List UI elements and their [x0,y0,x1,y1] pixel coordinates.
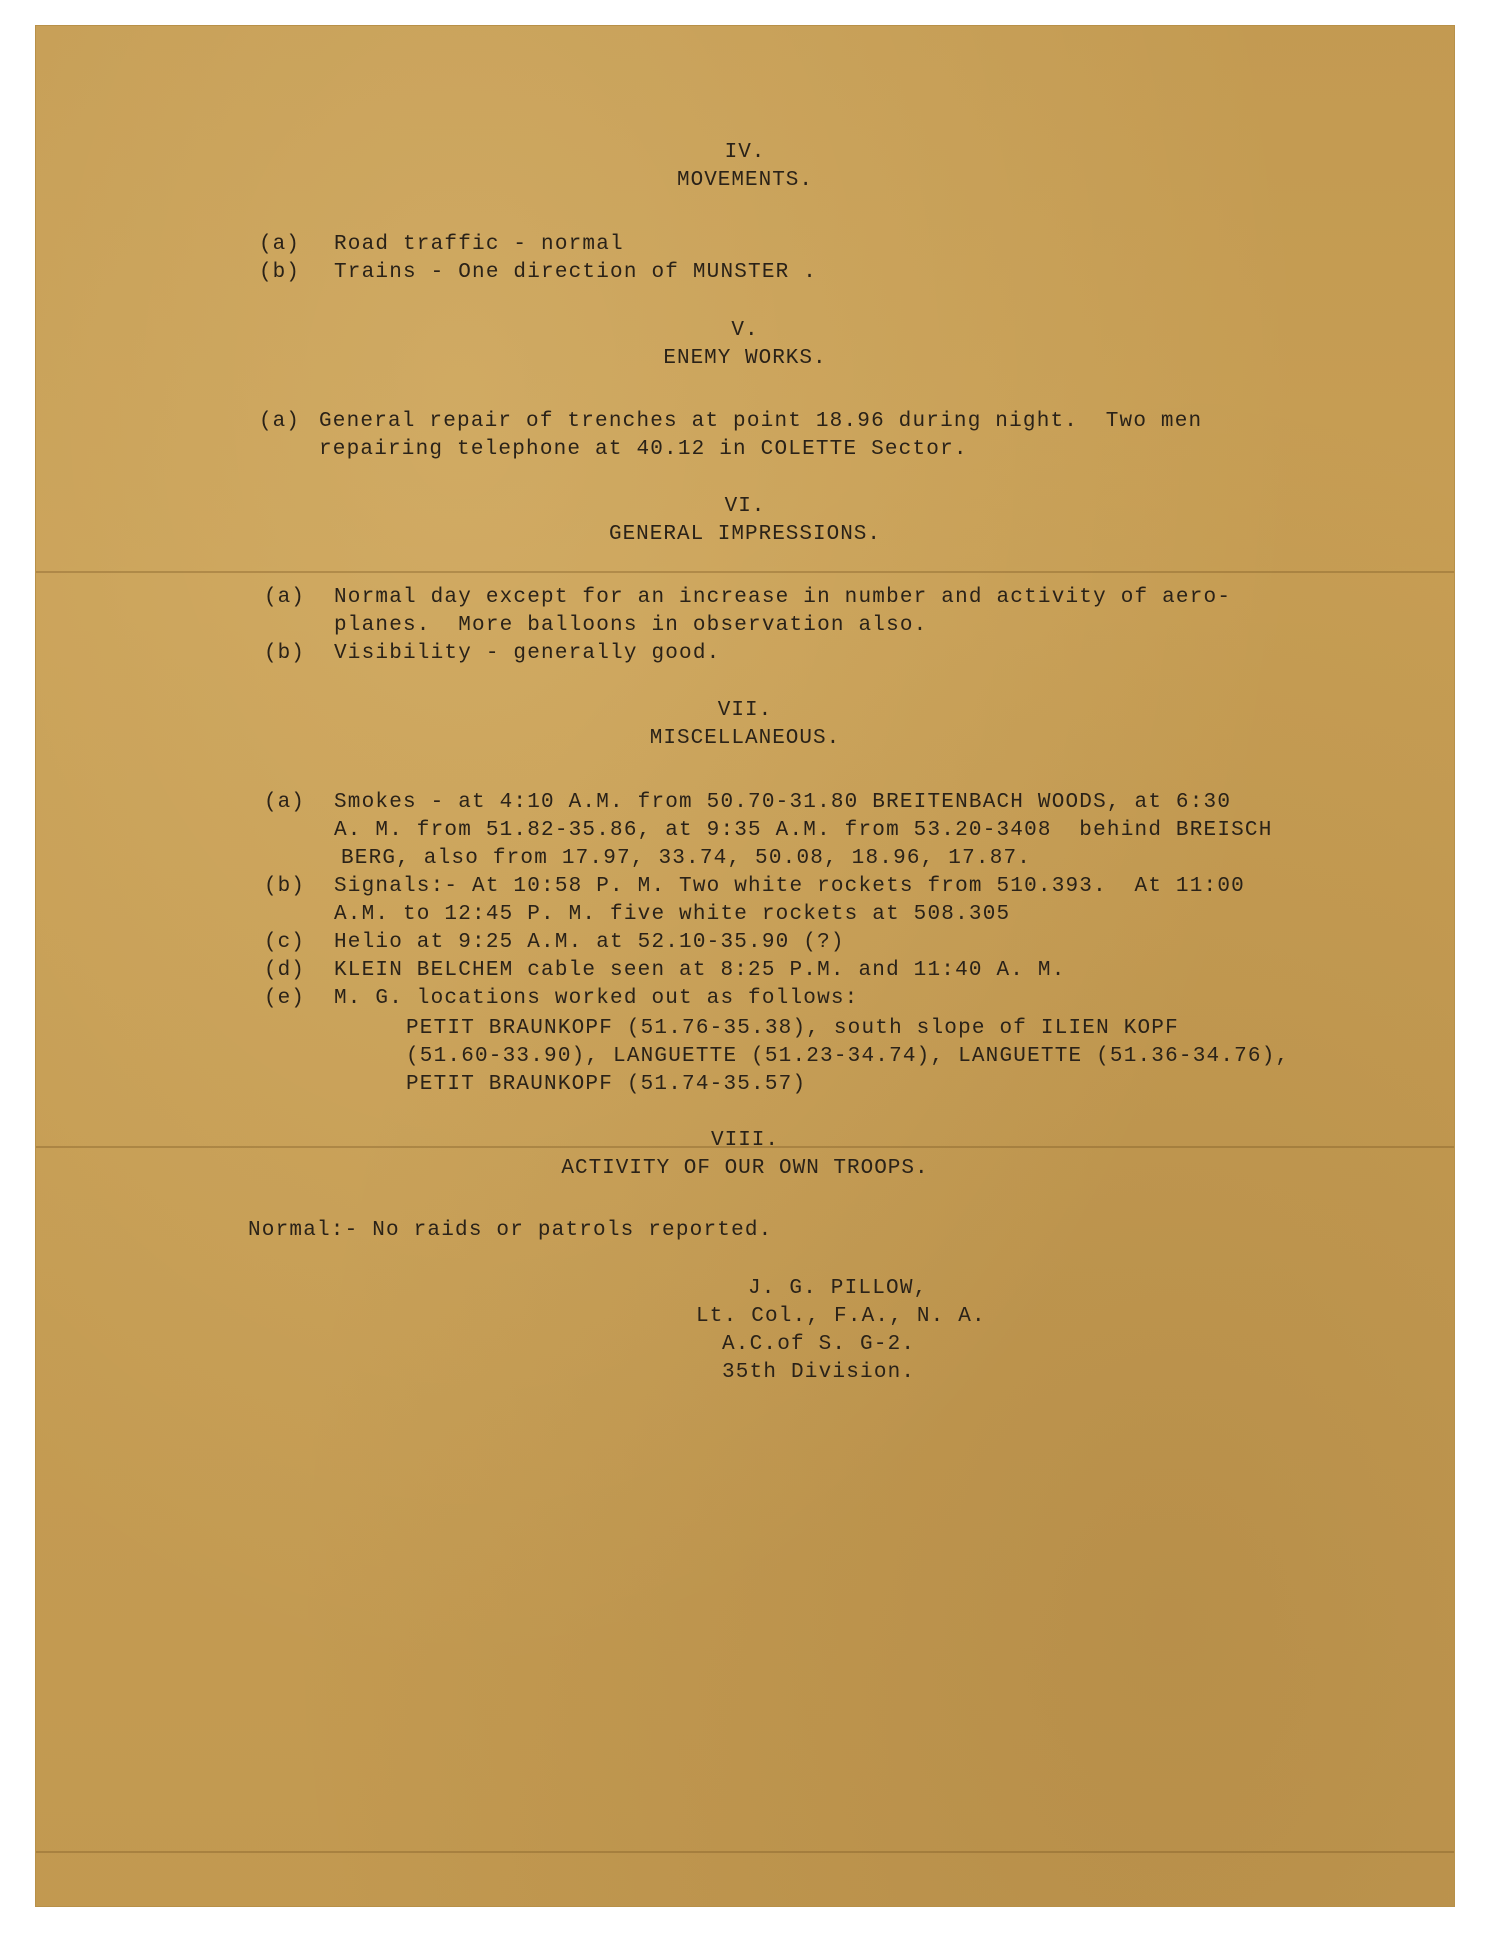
item-text: A.M. to 12:45 P. M. five white rockets at 508.305 [334,903,1011,926]
item-text: repairing telephone at 40.12 in COLETTE Sector. [319,438,968,461]
item-text: planes. More balloons in observation also. [334,614,928,637]
section-title: ENEMY WORKS. [663,347,827,370]
item-text: Trains - One direction of MUNSTER . [334,261,818,284]
mg-location-line: PETIT BRAUNKOPF (51.76-35.38), south slope of ILIEN KOPF [406,1017,1179,1040]
signature-unit: 35th Division. [722,1361,916,1384]
item-text: Smokes - at 4:10 A.M. from 50.70-31.80 BREITENBACH WOODS, at 6:30 [334,791,1232,814]
document-paper [36,26,1454,1906]
item-marker: (a) [264,586,305,609]
item-marker: (a) [259,410,300,433]
item-text: M. G. locations worked out as follows: [334,987,859,1010]
section-numeral: VIII. [710,1129,779,1152]
item-marker: (a) [264,791,305,814]
signature-rank: Lt. Col., F.A., N. A. [696,1305,986,1328]
section-title: MOVEMENTS. [676,169,814,192]
item-text: BERG, also from 17.97, 33.74, 50.08, 18.96, 17.87. [341,847,1032,870]
signature-office: A.C.of S. G-2. [722,1333,916,1356]
section-title: ACTIVITY OF OUR OWN TROOPS. [561,1157,929,1180]
section-title: GENERAL IMPRESSIONS. [608,523,882,546]
item-marker: (c) [264,931,305,954]
section-title: MISCELLANEOUS. [649,727,841,750]
section-numeral: V. [731,319,759,342]
item-marker: (a) [259,233,300,256]
section-body: Normal:- No raids or patrols reported. [248,1219,773,1242]
signature-name: J. G. PILLOW, [748,1277,928,1300]
typed-report [36,26,1454,1906]
item-text: Helio at 9:25 A.M. at 52.10-35.90 (?) [334,931,845,954]
item-text: Visibility - generally good. [334,642,721,665]
item-text: Signals:- At 10:58 P. M. Two white rockets from 510.393. At 11:00 [334,875,1245,898]
section-numeral: IV. [724,141,766,164]
item-text: Normal day except for an increase in number and activity of aero- [334,586,1232,609]
item-text: Road traffic - normal [334,233,624,256]
item-marker: (b) [264,642,305,665]
item-text: A. M. from 51.82-35.86, at 9:35 A.M. from 53.20-3408 behind BREISCH [334,819,1273,842]
mg-location-line: PETIT BRAUNKOPF (51.74-35.57) [406,1073,807,1096]
item-marker: (b) [259,261,300,284]
section-numeral: VI. [724,495,766,518]
item-text: KLEIN BELCHEM cable seen at 8:25 P.M. and 11:40 A. M. [334,959,1066,982]
item-marker: (b) [264,875,305,898]
item-marker: (e) [264,987,305,1010]
section-numeral: VII. [717,699,773,722]
mg-location-line: (51.60-33.90), LANGUETTE (51.23-34.74), LANGUETTE (51.36-34.76), [406,1045,1290,1068]
item-text: General repair of trenches at point 18.96 during night. Two men [319,410,1203,433]
item-marker: (d) [264,959,305,982]
